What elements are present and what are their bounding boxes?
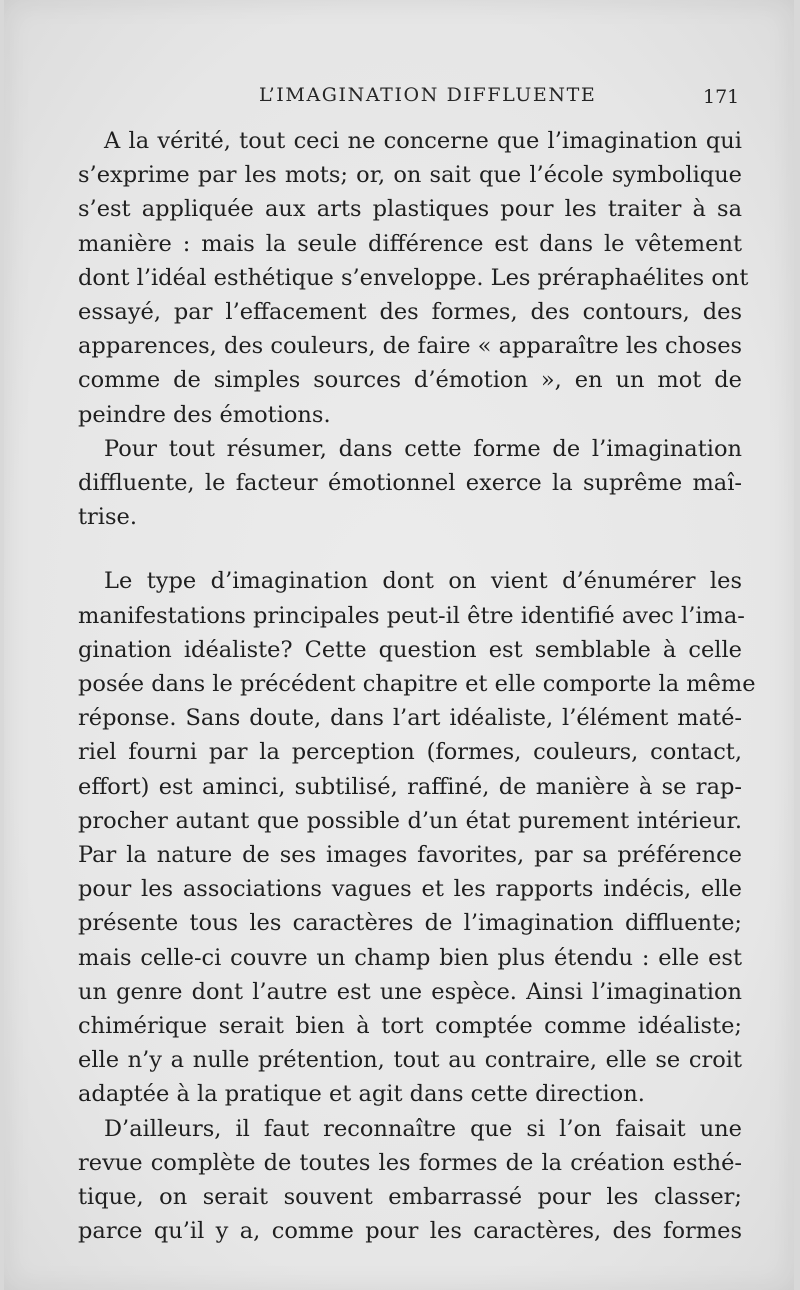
text-line: riel fourni par la perception (formes, couleurs, contact, <box>78 739 742 766</box>
text-line: comme de simples sources d’émotion », en un mot de <box>78 367 742 394</box>
running-header <box>4 80 794 110</box>
text-line: tique, on serait souvent embarrassé pour les classer; <box>78 1184 742 1211</box>
text-line: Pour tout résumer, dans cette forme de l’imagination <box>104 435 742 462</box>
text-line: elle n’y a nulle prétention, tout au contraire, elle se croit <box>78 1047 742 1074</box>
text-line: peindre des émotions. <box>78 401 331 428</box>
book-page <box>4 0 794 1290</box>
text-line: Le type d’imagination dont on vient d’énumérer les <box>104 568 742 595</box>
text-line: apparences, des couleurs, de faire « apparaître les choses <box>78 333 743 360</box>
text-line: présente tous les caractères de l’imagination diffluente; <box>78 910 742 937</box>
text-line: parce qu’il y a, comme pour les caractères, des formes <box>78 1218 742 1245</box>
paragraph-3 <box>78 564 756 1111</box>
text-line: procher autant que possible d’un état purement intérieur. <box>78 807 742 834</box>
text-line: trise. <box>78 504 138 531</box>
text-line: pour les associations vagues et les rapports indécis, elle <box>78 876 742 903</box>
body-text <box>78 124 756 1249</box>
text-line: diffluente, le facteur émotionnel exerce la suprême maî- <box>78 470 742 497</box>
text-line: mais celle-ci couvre un champ bien plus étendu : elle est <box>78 944 742 971</box>
text-line: adaptée à la pratique et agit dans cette direction. <box>78 1081 645 1108</box>
text-line: posée dans le précédent chapitre et elle comporte la même <box>78 671 756 698</box>
text-line: dont l’idéal esthétique s’enveloppe. Les préraphaélites ont <box>78 264 749 291</box>
text-line: Par la nature de ses images favorites, par sa préférence <box>78 842 742 869</box>
text-line: revue complète de toutes les formes de la création esthé- <box>78 1149 742 1176</box>
paragraph-2 <box>78 432 742 535</box>
text-line: s’est appliquée aux arts plastiques pour les traiter à sa <box>78 196 742 223</box>
section-break <box>78 534 742 564</box>
text-line: chimérique serait bien à tort comptée comme idéaliste; <box>78 1013 742 1040</box>
text-line: manifestations principales peut-il être identifié avec l’ima- <box>78 602 745 629</box>
running-title: L’IMAGINATION DIFFLUENTE <box>259 84 597 106</box>
text-line: A la vérité, tout ceci ne concerne que l’imagination qui <box>104 128 742 154</box>
text-line: un genre dont l’autre est une espèce. Ainsi l’imagination <box>78 978 742 1005</box>
page-number: 171 <box>703 86 740 108</box>
text-line: s’exprime par les mots; or, on sait que l’école symbolique <box>78 162 742 189</box>
text-line: effort) est aminci, subtilisé, raffiné, de manière à se rap- <box>78 773 742 800</box>
text-line: gination idéaliste? Cette question est semblable à celle <box>78 636 742 663</box>
paragraph-4 <box>78 1112 742 1249</box>
text-line: essayé, par l’effacement des formes, des contours, des <box>78 299 742 326</box>
text-line: D’ailleurs, il faut reconnaître que si l’on faisait une <box>104 1115 742 1142</box>
paragraph-1 <box>78 124 749 432</box>
text-line: manière : mais la seule différence est dans le vêtement <box>78 230 742 257</box>
text-line: réponse. Sans doute, dans l’art idéaliste, l’élément maté- <box>78 705 742 732</box>
